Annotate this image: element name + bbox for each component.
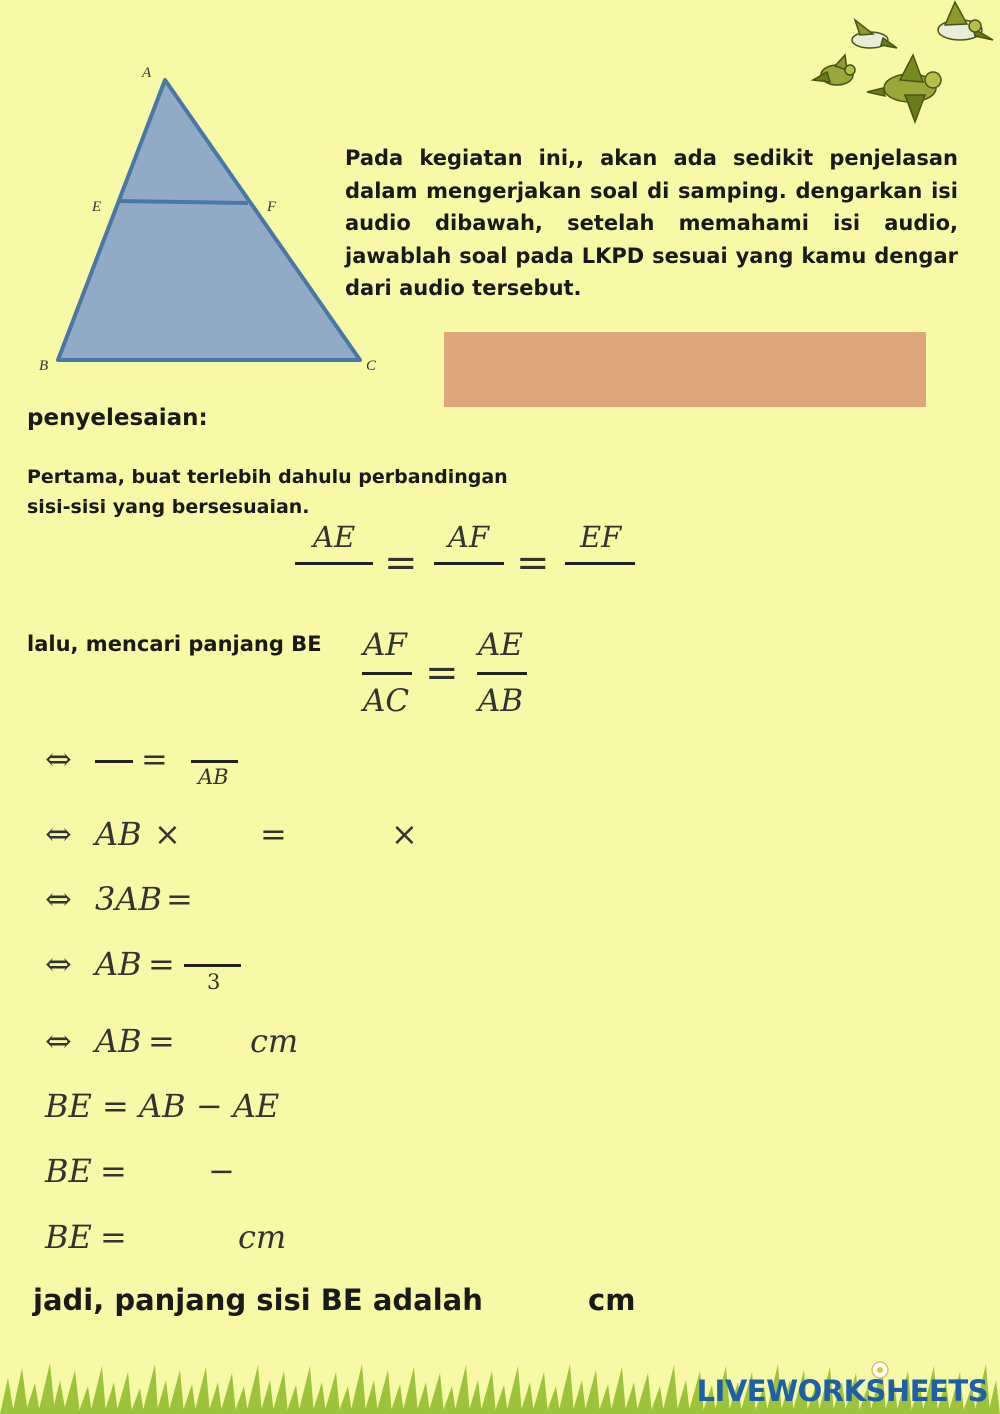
liveworksheets-logo — [697, 1374, 988, 1408]
step1-iff: ⇔ — [45, 740, 72, 778]
conclusion-text: jadi, panjang sisi BE adalah — [33, 1283, 483, 1317]
conclusion-unit: cm — [588, 1283, 636, 1317]
step3-equals: = — [166, 880, 193, 918]
step-label: lalu, mencari panjang BE — [27, 632, 322, 656]
step5-equals: = — [148, 1022, 175, 1060]
step4-equals: = — [148, 945, 175, 983]
step1-bar-1 — [95, 760, 133, 763]
prop-den-left: AC — [363, 683, 410, 719]
step1-equals: = — [141, 740, 168, 778]
step8-unit: cm — [238, 1218, 287, 1256]
prop-den-right: AB — [478, 683, 524, 719]
vertex-label-a: A — [142, 65, 152, 81]
intro-paragraph: Pada kegiatan ini,, akan ada sedikit penjelasan dalam mengerjakan soal di samping. dengarkan isi audio dibawah, setelah memahami isi audio, jawablah soal pada LKPD sesuai yang kamu dengar dari audio tersebut. — [345, 146, 958, 300]
vertex-label-e: E — [92, 199, 102, 215]
step8-lhs: BE — [45, 1218, 92, 1256]
step2-times-2: × — [391, 815, 418, 853]
brand-text: LIVEWORKSHEETS — [696, 1374, 988, 1408]
step5-unit: cm — [250, 1022, 299, 1060]
solution-heading: penyelesaian: — [27, 405, 208, 431]
step3-lhs: 3AB — [95, 880, 162, 918]
prop-equals: = — [425, 650, 459, 696]
ratio-equals-2: = — [516, 540, 550, 586]
step7-minus: − — [208, 1152, 235, 1190]
instruction-text: Pertama, buat terlebih dahulu perbandingan sisi-sisi yang bersesuaian. — [27, 466, 508, 518]
ratio-equals-1: = — [384, 540, 418, 586]
step5-iff: ⇔ — [45, 1022, 72, 1060]
prop-bar-left — [362, 672, 412, 675]
step2-lhs: AB — [95, 815, 142, 853]
prop-num-left: AF — [363, 627, 407, 663]
prop-bar-right — [477, 672, 527, 675]
ratio-bar-3 — [565, 562, 635, 565]
vertex-label-c: C — [366, 358, 377, 374]
step2-times: × — [154, 815, 181, 853]
birds-decoration — [805, 0, 1000, 130]
prop-num-right: AE — [478, 627, 524, 663]
step7-equals: = — [100, 1152, 127, 1190]
step4-bar — [184, 964, 241, 967]
step6-equation: BE = AB − AE — [45, 1087, 280, 1125]
step8-equals: = — [100, 1218, 127, 1256]
step7-lhs: BE — [45, 1152, 92, 1190]
triangle-figure — [30, 60, 390, 380]
ratio-bar-2 — [434, 562, 504, 565]
step4-den-3: 3 — [207, 970, 221, 994]
step4-lhs: AB — [95, 945, 142, 983]
vertex-label-f: F — [267, 199, 277, 215]
ratio-numerator-ae: AE — [313, 520, 356, 554]
step2-equals: = — [260, 815, 287, 853]
ratio-numerator-ef: EF — [580, 520, 622, 554]
step3-iff: ⇔ — [45, 880, 72, 918]
ratio-bar-1 — [295, 562, 373, 565]
step5-lhs: AB — [95, 1022, 142, 1060]
audio-player-box[interactable] — [444, 332, 926, 407]
ratio-numerator-af: AF — [448, 520, 490, 554]
vertex-label-b: B — [39, 358, 49, 374]
step2-iff: ⇔ — [45, 815, 72, 853]
step1-bar-2 — [191, 760, 238, 763]
step4-iff: ⇔ — [45, 945, 72, 983]
step1-den-ab: AB — [198, 765, 229, 789]
